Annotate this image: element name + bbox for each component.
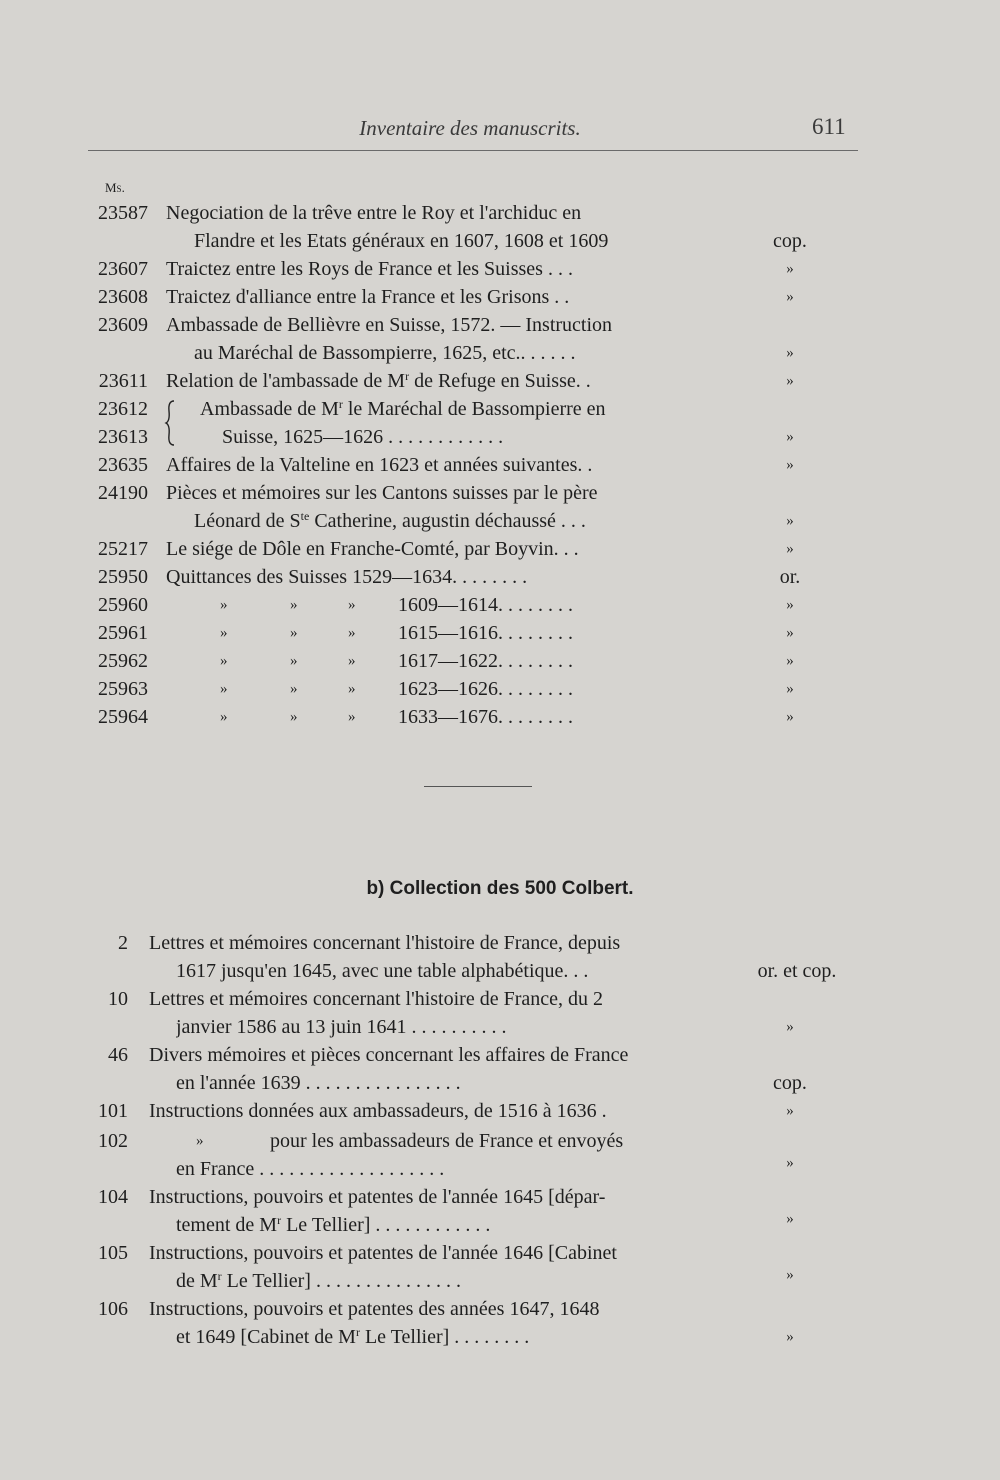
entry-text: janvier 1586 au 13 juin 1641 . . . . . . . . . .	[176, 1016, 507, 1038]
section-b-title: b) Collection des 500 Colbert.	[366, 878, 634, 899]
ms-number: 106	[98, 1298, 128, 1320]
ms-number: 101	[98, 1100, 128, 1122]
entry-text: 1633—1676. . . . . . . .	[398, 706, 573, 728]
entry-b-106-cont	[0, 1323, 1000, 1351]
ditto-mark: »	[220, 653, 228, 669]
ms-number: 23612	[98, 398, 148, 420]
page-number: 611	[812, 114, 846, 139]
entry-25960	[0, 591, 1000, 619]
column-label: Ms.	[105, 180, 125, 195]
entry-mark: »	[786, 1211, 794, 1227]
ms-number: 23607	[98, 258, 148, 280]
entry-mark: or. et cop.	[757, 960, 837, 982]
entry-mark: »	[786, 709, 794, 725]
ditto-mark: »	[220, 681, 228, 697]
ditto-mark: »	[290, 681, 298, 697]
entry-text: pour les ambassadeurs de France et envoyés	[270, 1130, 624, 1152]
entry-mark: »	[786, 289, 794, 305]
entry-b-105-cont	[0, 1267, 1000, 1295]
header-rule	[88, 150, 858, 151]
entry-b-102-cont	[0, 1155, 1000, 1183]
ditto-mark: »	[290, 597, 298, 613]
ms-number: 24190	[98, 482, 148, 504]
entry-text: Lettres et mémoires concernant l'histoire de France, depuis	[149, 932, 621, 954]
ditto-mark: »	[196, 1133, 204, 1149]
entry-text: Divers mémoires et pièces concernant les affaires de France	[149, 1044, 629, 1066]
entry-mark: »	[786, 457, 794, 473]
entry-b-10	[0, 985, 1000, 1013]
entry-text: Flandre et les Etats généraux en 1607, 1608 et 1609	[194, 230, 609, 252]
entry-text: Instructions, pouvoirs et patentes des années 1647, 1648	[149, 1298, 600, 1320]
entry-text: 1609—1614. . . . . . . .	[398, 594, 573, 616]
entry-text: 1617 jusqu'en 1645, avec une table alphabétique. . .	[176, 960, 589, 982]
entry-25963	[0, 675, 1000, 703]
entry-mark: »	[786, 653, 794, 669]
entry-mark: »	[786, 1267, 794, 1283]
ms-number: 25960	[98, 594, 148, 616]
entry-text: Quittances des Suisses 1529—1634. . . . . . . .	[166, 566, 528, 588]
entry-25962	[0, 647, 1000, 675]
entry-mark: cop.	[773, 230, 807, 252]
entry-text: et 1649 [Cabinet de $M^r$ Le Tellier] . . . . . . . .	[176, 1325, 530, 1348]
ms-number: 23611	[98, 370, 148, 392]
entry-23609	[0, 311, 1000, 339]
entry-text: Le siége de Dôle en Franche-Comté, par Boyvin. . .	[166, 538, 579, 560]
entry-b-10-cont	[0, 1013, 1000, 1041]
entry-b-104	[0, 1183, 1000, 1211]
ms-number: 23587	[98, 202, 148, 224]
entry-mark: »	[786, 429, 794, 445]
entry-23587-cont	[0, 227, 1000, 255]
ms-number: 25962	[98, 650, 148, 672]
entry-b-104-cont	[0, 1211, 1000, 1239]
entry-text: Ambassade de $M^r$ le Maréchal de Bassompierre en	[200, 397, 606, 420]
entry-mark: »	[786, 681, 794, 697]
entry-text: 1623—1626. . . . . . . .	[398, 678, 573, 700]
ms-number: 23635	[98, 454, 148, 476]
entry-mark: »	[786, 1329, 794, 1345]
entry-b-106	[0, 1295, 1000, 1323]
entry-text: Instructions, pouvoirs et patentes de l'année 1646 [Cabinet	[149, 1242, 617, 1264]
entry-text: Instructions, pouvoirs et patentes de l'année 1645 [dépar-	[149, 1186, 606, 1208]
ms-number: 25964	[98, 706, 148, 728]
ditto-mark: »	[348, 681, 356, 697]
entry-23611	[0, 367, 1000, 395]
entry-23612-23613	[0, 395, 1000, 451]
entry-mark: cop.	[773, 1072, 807, 1094]
ditto-mark: »	[220, 709, 228, 725]
ms-number: 25950	[98, 566, 148, 588]
ms-number: 23613	[98, 426, 148, 448]
entry-mark: »	[786, 541, 794, 557]
ditto-mark: »	[348, 709, 356, 725]
entry-25950	[0, 563, 1000, 591]
entry-23608	[0, 283, 1000, 311]
ditto-mark: »	[348, 653, 356, 669]
entry-24190-cont	[0, 507, 1000, 535]
entry-mark: or.	[779, 566, 801, 588]
entry-23635	[0, 451, 1000, 479]
entry-b-46	[0, 1041, 1000, 1069]
entry-text: au Maréchal de Bassompierre, 1625, etc.. . . . . .	[194, 342, 576, 364]
entry-25961	[0, 619, 1000, 647]
entry-mark: »	[786, 1155, 794, 1171]
entry-mark: »	[786, 1103, 794, 1119]
entry-25217	[0, 535, 1000, 563]
entry-text: 1615—1616. . . . . . . .	[398, 622, 573, 644]
entry-text: Lettres et mémoires concernant l'histoire de France, du 2	[149, 988, 603, 1010]
entry-text: Affaires de la Valteline en 1623 et années suivantes. .	[166, 454, 593, 476]
entry-text: Instructions données aux ambassadeurs, de 1516 à 1636 .	[149, 1100, 607, 1122]
ditto-mark: »	[290, 625, 298, 641]
ms-number: 102	[98, 1130, 128, 1152]
entry-text: Negociation de la trêve entre le Roy et l'archiduc en	[166, 202, 582, 224]
ms-number: 23609	[98, 314, 148, 336]
entry-text: en l'année 1639 . . . . . . . . . . . . . . . .	[176, 1072, 461, 1094]
entry-23587	[0, 199, 1000, 227]
ditto-mark: »	[220, 597, 228, 613]
entry-text: Ambassade de Bellièvre en Suisse, 1572. — Instruction	[166, 314, 613, 336]
entry-b-102	[0, 1127, 1000, 1155]
entry-text: Pièces et mémoires sur les Cantons suisses par le père	[166, 482, 598, 504]
entry-b-46-cont	[0, 1069, 1000, 1097]
entry-mark: »	[786, 261, 794, 277]
entry-mark: »	[786, 597, 794, 613]
ms-number: 104	[98, 1186, 128, 1208]
entry-mark: »	[786, 373, 794, 389]
entry-23609-cont	[0, 339, 1000, 367]
entry-24190	[0, 479, 1000, 507]
ms-number: 25961	[98, 622, 148, 644]
entry-23607	[0, 255, 1000, 283]
entry-25964	[0, 703, 1000, 731]
entry-mark: »	[786, 513, 794, 529]
entry-b-2-cont	[0, 957, 1000, 985]
ms-number: 23608	[98, 286, 148, 308]
ms-number: 105	[98, 1242, 128, 1264]
entry-b-2	[0, 929, 1000, 957]
entry-text: en France . . . . . . . . . . . . . . . . . . .	[176, 1158, 445, 1180]
ditto-mark: »	[348, 625, 356, 641]
entry-text: Suisse, 1625—1626 . . . . . . . . . . . .	[222, 426, 504, 448]
entry-text: Léonard de $S^{te}$ Catherine, augustin déchaussé . . .	[194, 509, 586, 532]
ditto-mark: »	[348, 597, 356, 613]
entry-text: Relation de l'ambassade de $M^r$ de Refuge en Suisse. .	[166, 369, 591, 392]
section-separator	[424, 786, 532, 787]
entry-text: Traictez d'alliance entre la France et les Grisons . .	[166, 286, 570, 308]
entry-mark: »	[786, 625, 794, 641]
entry-b-105	[0, 1239, 1000, 1267]
entry-text: de $M^r$ Le Tellier] . . . . . . . . . . . . . . .	[176, 1269, 461, 1292]
entry-mark: »	[786, 345, 794, 361]
entry-mark: »	[786, 1019, 794, 1035]
ms-number: 25217	[98, 538, 148, 560]
ditto-mark: »	[220, 625, 228, 641]
ms-number: 2	[118, 932, 128, 954]
entry-b-101	[0, 1097, 1000, 1125]
entry-text: tement de $M^r$ Le Tellier] . . . . . . . . . . . .	[176, 1213, 491, 1236]
ditto-mark: »	[290, 653, 298, 669]
entry-text: Traictez entre les Roys de France et les Suisses . . .	[166, 258, 573, 280]
entry-text: 1617—1622. . . . . . . .	[398, 650, 573, 672]
running-header-title: Inventaire des manuscrits.	[359, 116, 581, 140]
ditto-mark: »	[290, 709, 298, 725]
ms-number: 25963	[98, 678, 148, 700]
ms-number: 10	[108, 988, 128, 1010]
ms-number: 46	[108, 1044, 128, 1066]
brace-icon	[164, 399, 178, 447]
